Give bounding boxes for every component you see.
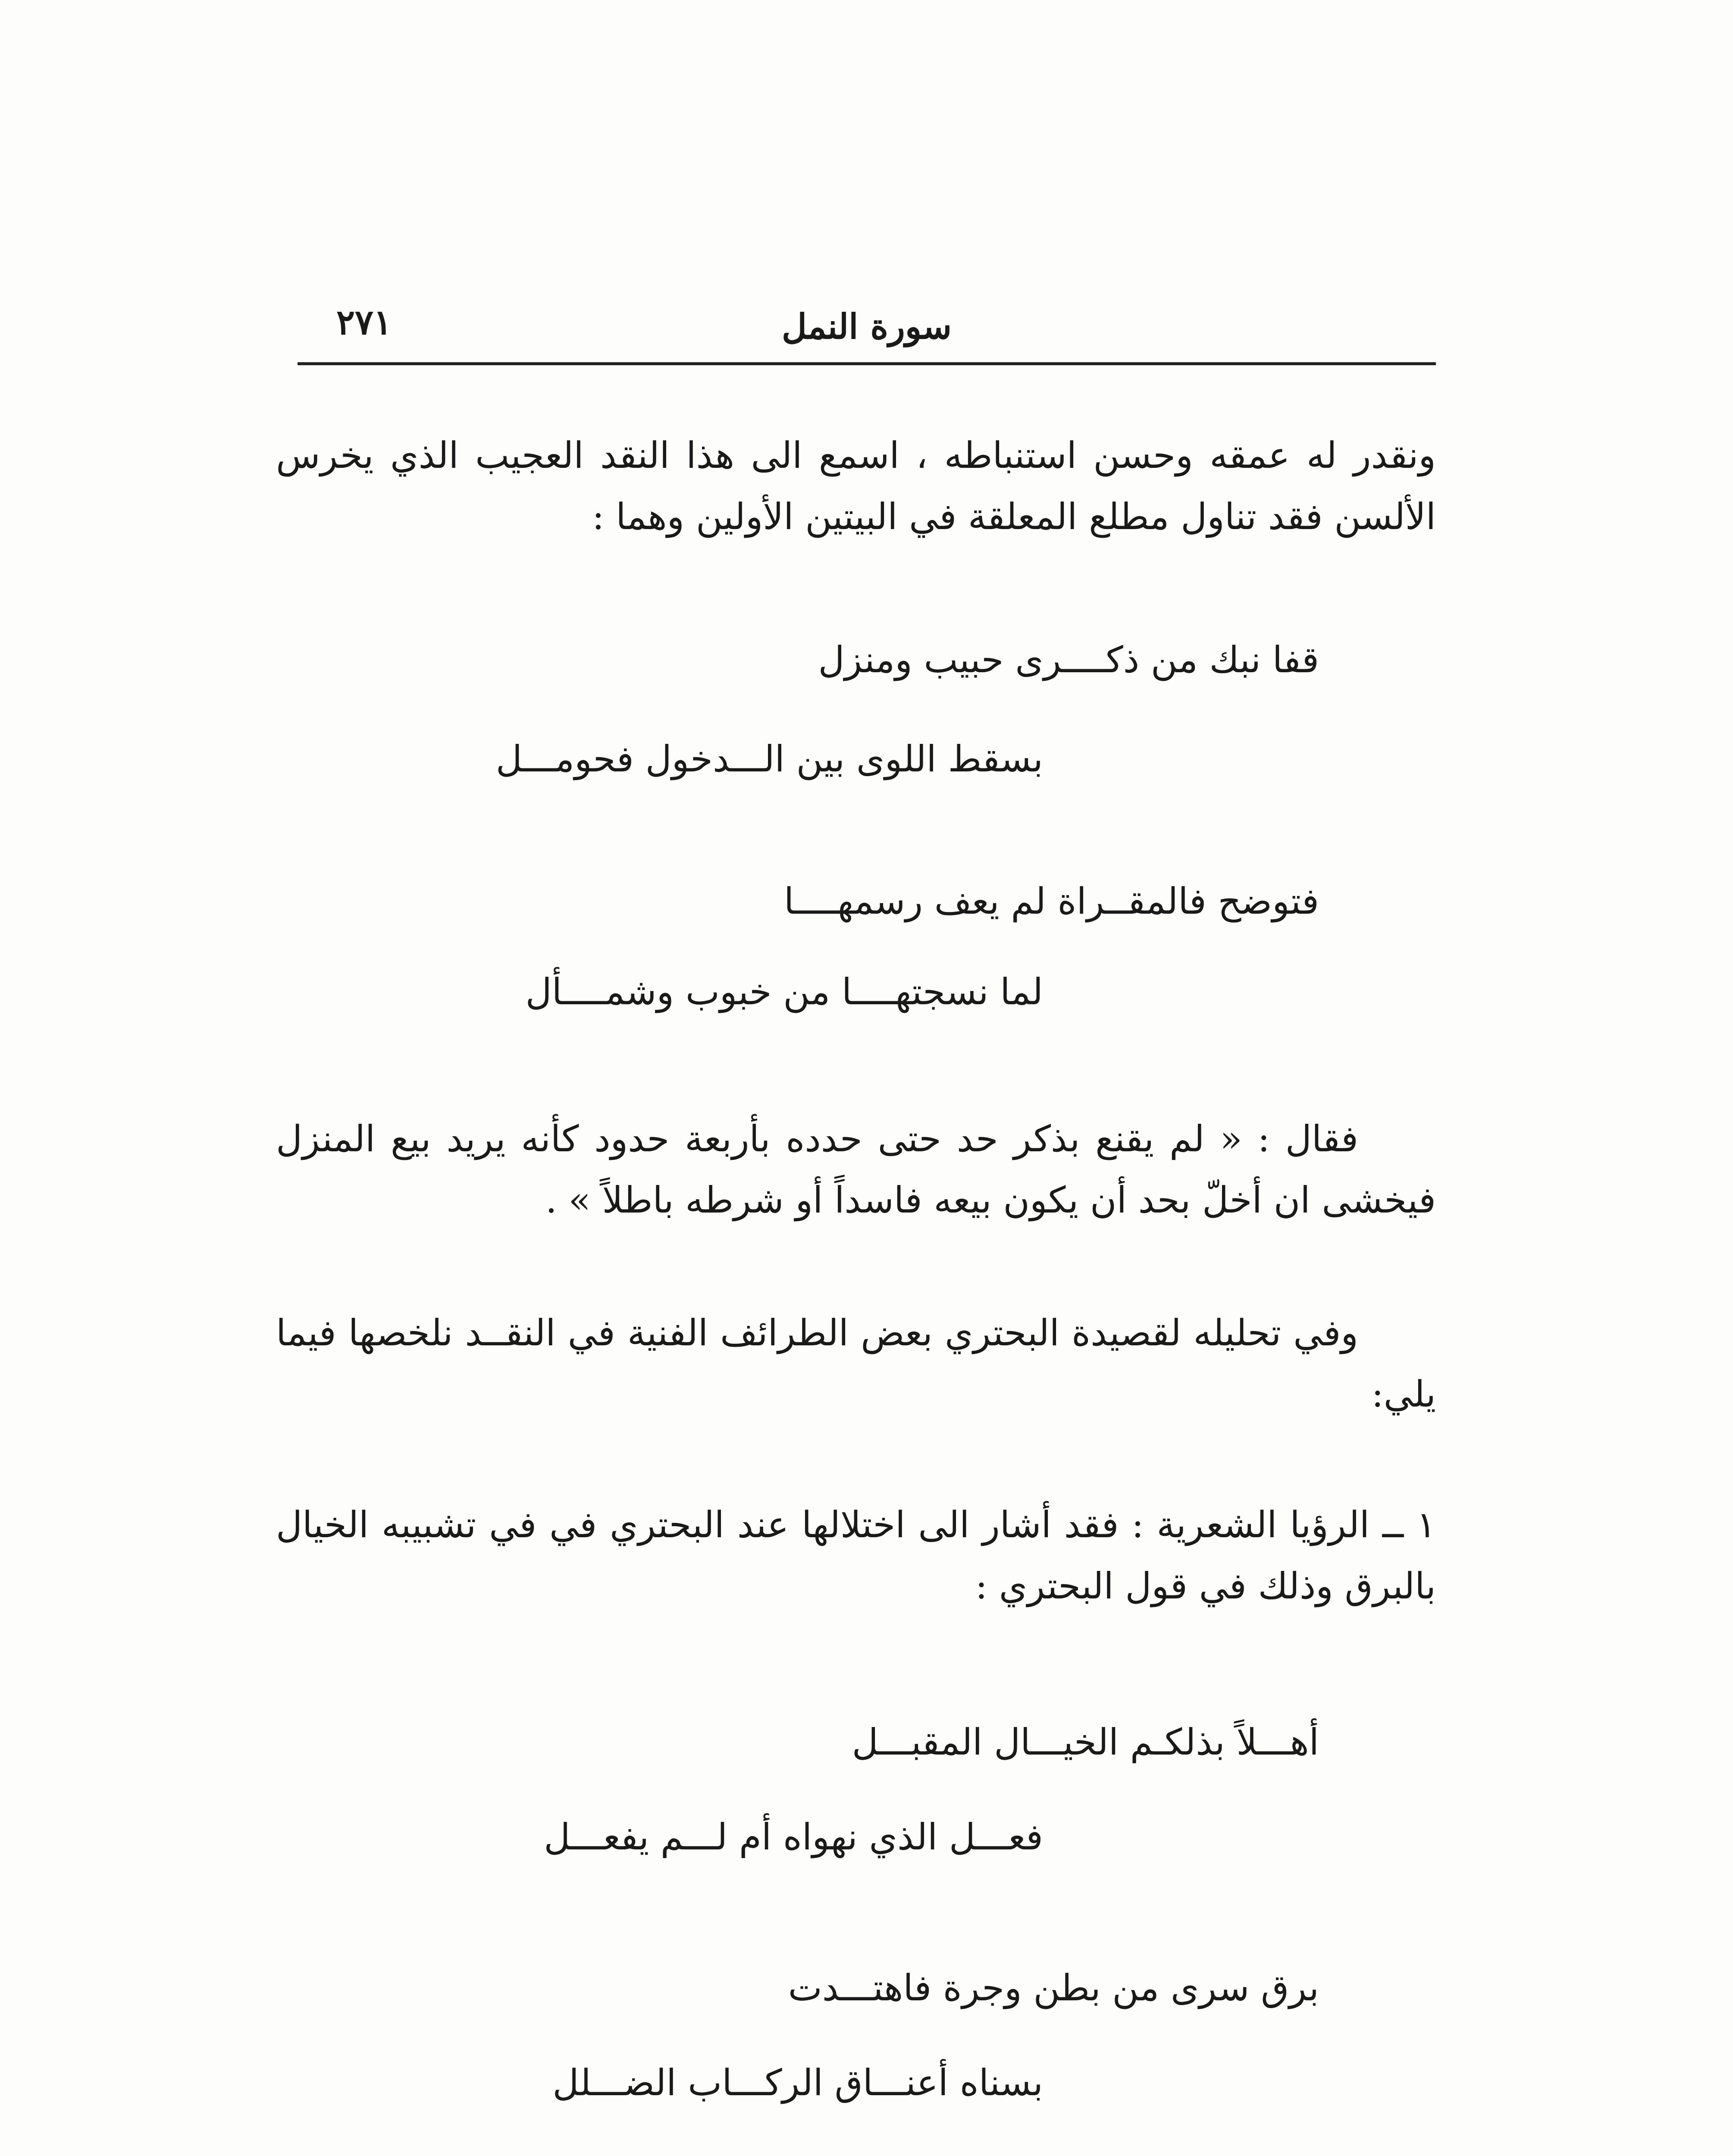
verse-line: لما نسجتهــــا من خبوب وشمــــأل (525, 971, 1043, 1013)
verse-line: أهـــلاً بذلكـم الخيـــال المقبـــل (852, 1721, 1319, 1763)
analysis-paragraph: وفي تحليله لقصيدة البحتري بعض الطرائف الفنية في النقــد نلخصها فيما يلي: (276, 1312, 1436, 1415)
critique-paragraph: فقال : « لم يقنع بذكر حد حتى حدده بأربعة حدود كأنه يريد بيع المنزل فيخشى ان أخلّ بحد أن يكون بيعه فاسداً أو شرطه باطلاً » . (276, 1118, 1436, 1221)
verse-line: برق سرى من بطن وجرة فاهتـــدت (788, 1967, 1319, 2009)
page-header (298, 298, 1436, 365)
point-one-paragraph: ١ ــ الرؤيا الشعرية : فقد أشار الى اختلالها عند البحتري في في تشبيبه الخيال بالبرق وذلك في قول البحتري : (276, 1504, 1436, 1607)
page-number: ٢٧١ (336, 302, 392, 342)
verse-line: قفا نبك من ذكــــرى حبيب ومنزل (818, 639, 1319, 681)
chapter-title: سورة النمل (781, 306, 952, 347)
verse-line: فعـــل الذي نهواه أم لـــم يفعـــل (544, 1816, 1043, 1858)
verse-line: بسقط اللوى بين الـــدخول فحومـــل (495, 738, 1043, 780)
verse-line: فتوضح فالمقــراة لم يعف رسمهــــا (783, 880, 1319, 922)
intro-paragraph: ونقدر له عمقه وحسن استنباطه ، اسمع الى هذا النقد العجيب الذي يخرس الألسن فقد تناول مطلع المعلقة في البيتين الأولين وهما : (276, 434, 1436, 538)
verse-line: بسناه أعنـــاق الركـــاب الضـــلل (552, 2062, 1043, 2104)
